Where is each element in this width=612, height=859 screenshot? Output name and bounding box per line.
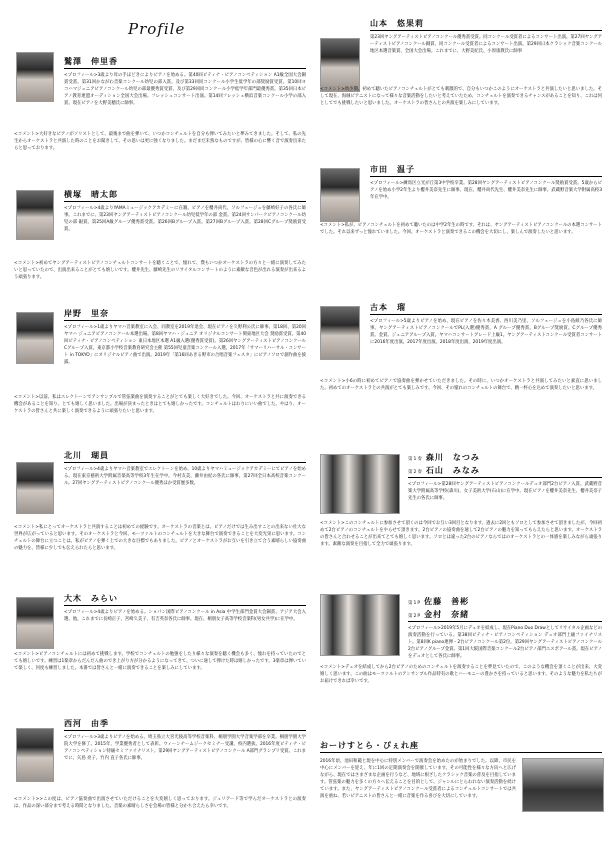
profile-text [408,625,602,660]
comment-text [320,378,602,392]
comment-body: <コメント>デュオを結成してから2台ピアノのためのコンチェルトを演奏することを夢見ていたので、このような機会を頂くことが出来、大変嬉しく思います。この曲はモーツァルトのアンサンブル作品特有の歌とハーモニーの豊かさを持っていると思います。そのような魅力を私たちがお届けできれば幸いです。 [320,665,602,684]
profile-name: 大木 みらい [64,594,118,603]
duo-row-2 [408,609,469,620]
comment-text [14,651,306,672]
profile-text [370,318,602,346]
comment-text [320,222,602,236]
profile-name: 北川 瑚員 [64,451,109,460]
name-underline [64,201,306,202]
comment-body: <コメント>以前、私はエレクトーンでアンサンブルで管弦楽曲を演奏することがとても楽しく大好きでした。今回、オーケストラと共に演奏できる機会があることを知り、とても嬉しく思いました。出場が決まったときはとても嬉しかったです。コンチェルトはわりにいい曲でした。やはり、オーケストラの皆さんと共に楽しく演奏できるように頑張りたいと思います。 [14,395,306,414]
comment-body: <コメント>大好きなピアノがソリストとして、最後まで曲を弾いて、いつかコンチェルトを自分も弾いてみたいと夢みてきました。そして、私の先生からオーケストラと共演した時のことをお聞きして、その思いは更に強くなりました。まだまだ未熟なものですが、皆様の心に響く音で演奏出来たらと思っております。 [14,132,306,151]
comment-body: <コメント>私にとってオーケストラと共演することは初めての経験です。オーケストラの音楽とは、ピアノだけでは生み出すことの出来ない壮大な世界が広がっていると思います。そのオーケストラと今回、モーツァルトのコンチェルトを大きな舞台で演奏できることを大変光栄に思います。コンチェルトの舞台に立つことは、私がピアノを弾く上での大きな目標でもありました。ピアノとオーケストラがお互いを引き立て合う素晴らしい協奏曲の魅力を、皆様に少しでも伝えられたらと思います。 [14,525,306,551]
profile-body: <プロフィール>3歳より母の手ほどきによりピアノを始める。第40回ピティナ・ピアノコンペティション A1級全国大会銅賞受賞。第31回かながわ音楽コンクール幼児の部入賞。及び第33回同コンクール小学生低学年の部奨励賞受賞。第10回ヨコハマジュニアピアノコンクール幼児の部最優秀賞受賞、及び第29回同コンクール小学低学年部門最優秀賞。第35回日本ピアノ教育連盟オーディション全国大会出場。フレッシュコンサート出演。第14回フレッシュ横浜音楽コンクール小学の部入賞。現在ピアノを大野美穂氏に師事。 [64,73,306,106]
profile-photo-kitagawa [16,462,54,514]
profile-name: 古本 瑠 [370,303,406,312]
profile-body: <プロフィール>練馬区立光が丘第3中学校卒業。第28回ヤングアーティストピアノコンクール奨励賞受賞。5歳からピアノを始め小学2年生より櫻井美奈先生に師事。現在、櫻井尚代先生、櫻井美奈先生に師事。武蔵野音楽大学附属高校3年在学中。 [370,181,602,200]
comment-body: <コメント>このコンチェルトに参加させて頂くのは今回でお互い3回目となります。過去に2回ともソロとして参加させて頂きましたが、今回初めて2台ピアノのコンチェルトをやらせて頂きます。2台ピアノの協奏曲を通して2台ピアノの魅力を知ってもらえたらと思います。オーケストラの皆さんと合わせることが出来てとても嬉しく思います。ソロとは違った2台のピアノならではのオーケストラとの一体感を楽しみながら頑張ります。素敵な演奏を目指して全力で頑張ります。 [320,521,602,547]
name-underline [64,462,306,463]
profile-photo-oki [16,597,54,649]
comment-text [14,796,306,810]
orchestra-text [320,758,516,800]
profile-photo-kishino [16,312,54,364]
duo-label: 第1P [408,601,422,606]
comment-text [320,664,602,685]
orchestra-body: 2016年頃、池田和範と現を中心に特別メンバーで演奏会を始めたのが始まりでした。以降、市民を中心にメンバーを迎え、年に1回の定期演奏会を開催しています。その可能性を様々な方向へと広げながら、現在ではさまざまな企画を行うなど、地域に根ざしたクラシック音楽の普及を目指しています。管弦楽の魅力を多くの方々へ伝えることを目的として、ジャンルにとらわれない演奏活動を続けています。また、ヤングアーティストピアノコンクール受賞者によるコンチェルトコンサートでは共演を重ね、若いピアニストの皆さんと一緒に音楽を作る喜びを大切にしています。 [320,759,516,799]
profile-text [370,34,602,55]
duo-label: 第2P [408,614,422,619]
profile-photo-washizawa [16,52,54,102]
comment-text [14,394,306,415]
comment-text [320,86,602,107]
duo-label: 第1奏 [408,457,423,462]
comment-body: <コメント>初めてヤングアーティストピアノコンチェルトコンサートを聴くことで、憧れて、僕もいつかオーケストラの方々と一緒に演奏してみたいと思っていたので、出演出来ることがとても嬉しいです。櫻井先生、藤崎先生のリサイタルコンサートのように素敵な音色が出れる演奏が出来るよう頑張ります。 [14,261,306,280]
profile-photo-ichida [320,168,360,222]
profile-text [64,609,306,623]
profile-name: 横塚 晴太郎 [64,190,118,199]
profile-text [64,205,306,233]
profile-body: <プロフィール>4歳よりYAMAミュージックアカデミーに在籍。ピアノを櫻井尚代、ソルフェージュを藤崎好子の各氏に師事。これまでに、第23回ヤングアーティストピアノコンクール幼児低学年の部 金賞。第24回サンパークピアノコンクール幼児の部 銀賞。第25回A級グループ優秀賞受賞。第26回Bグループ入賞。第27回Bグループ入賞。第28回Cグループ奨励賞受賞。 [64,206,306,232]
profile-text [64,72,306,107]
profile-photo-nishikawa [16,728,54,782]
duo-name: 森川 なつみ [425,453,480,462]
comment-body: <コメント>私が、ピアノコンチェルトを初めて聴いたのは中学2年生の時です。それは、ヤングアーティストピアノコンクールの本選コンサートでした。それ以来ずっと憧れていました。今回、オーケストラと演奏できるこの機会を大切にし、楽しんで演奏したいと思います。 [320,223,602,235]
name-underline [320,752,602,753]
profile-photo-yamamoto [320,38,360,92]
name-underline [64,730,306,731]
orchestra-photo [522,758,604,812]
name-underline [64,605,306,606]
comment-text [14,524,306,552]
profile-body: <プロフィール>5歳よりピアノを始め、現在ピアノを佐々木美香、西川美乃里、ソルフェージュを小島綾乃各氏に師事。ヤングアーティストピアノコンクールでPL(入選)優秀賞、A グループ優秀賞。Bグループ奨励賞。Cグループ優秀賞。金賞。ジュニアグループ入賞。ヤマハコンサートグレード上級1。ヤングアーティストコンクール受賞者コンサートに2016年度出演。2017年度出演。2018年度出演、2019年度出演。 [370,319,602,345]
name-underline [64,320,306,321]
name-underline [370,314,602,315]
name-underline [408,477,602,478]
comment-text [14,131,306,152]
comment-body: <コメント>小6の時に初めてピアノで協奏曲を弾かせていただきました。その時に、いつかオーケストラと共演してみたいと素直に思いました。初めてのオーケストラとの共演がとても楽しみです。今回、その憧れのコンチェルトの舞台で、精一杯心を込めて演奏したいと思います。 [320,379,602,391]
profile-name: 西河 由季 [64,719,109,728]
profile-body: <プロフィール>1歳よりヤマハ音楽教室に入会、同教室を2019年退会、現在ピアノを久野利公氏に師事。第18回、第20回ヤマハ ジュニアピアノコンクール本選出場。第8回ヤマハ・ジュニア オリジナルコンサート関東地区大会 奨励賞受賞。第40回ピティナ・ピアノコンペティション 東日本地区本選 A1級入選(優秀賞受賞)。第26回ヤングアーティストピアノコンクールCグループ入賞。東京都小学校音楽教育研究会主催 第55回児童音楽コンクール入選。2017年「サマーリハーサル・コンサート in TOKYO」にオリジナルピアノ曲で出演。2019年「第16回あきる野市の合唱音楽フェスタ」にピアノソロで創作曲を披露。 [64,325,306,365]
profile-body: 第23回ヤングアーティストピアノコンクール優秀賞受賞。同コンクール受賞者によるコンサート出演。第27回ヤングアーティストピアノコンクール銅賞、同コンクール受賞者によるコンサート出演。第29回日本クラシック音楽コンクール地区本選音楽賞、全国大会出場。これまでに、大野美紀氏、小原康教氏に師事 [370,35,602,54]
duo-label: 第2奏 [408,470,423,475]
duo-row-2 [408,465,480,476]
comment-text [14,260,306,281]
profile-photo-yokotsuka [16,190,54,240]
profile-name: 鷲澤 伸里香 [64,57,118,66]
profile-text [64,466,306,487]
duo-photo-morikawa-ishiyama [320,454,400,514]
duo-row-1 [408,596,469,607]
duo-name: 金村 奈緒 [424,610,470,619]
profile-name: 岸野 里奈 [64,309,109,318]
name-underline [370,176,602,177]
duo-name: 石山 みなみ [425,466,480,475]
duo-photo-sato-kanemura [320,594,400,656]
profile-text [64,324,306,366]
comment-body: <コメント>>この度は、ピアノ協奏曲で出演させていただけることを大変嬉しく思っております。ジュリアード等で学んだオーケストラとの演奏は、作品の深い部分まで考える時間となりました。音楽の素晴らしさを会場の皆様と分かち合えたら幸いです。 [14,797,306,809]
profile-body: <プロフィール>2019年5月にデュオを結成し、現在Piano Duo Drawとしてリサイタル企画などの演奏活動を行っている。第38回ピティナ・ピアノコンペティション デュオ部門上級ファイナリスト。第8回K piano連弾・2台ピアノコンクール第2位。第29回ヤングアーティストピアノコンクール2台ピアノグループ金賞。第1回大阪国際音楽コンクール2台ピアノ部門エスポアール賞。現在ピアノをデュオとして各氏に師事。 [408,626,602,659]
profile-body: <プロフィール>第28回ヤングアーティストピアノコンクールデュオ部門2台ピアノ入賞。武蔵野音楽大学附属高等学校(森川)、女子美術大学(石山)に在学中。現在ピアノを櫻井美奈先生、櫻井美奈子先生の各氏に師事。 [408,482,602,501]
duo-row-1 [408,452,480,463]
orchestra-title: おーけすとら・ぴぇれ座 [320,741,419,750]
profile-body: <プロフィール>4歳よりヤマハ音楽教室でエレクトーンを始め、10歳よりヤマハミュージックアカデミーにてピアノを始める。現在東京藝術大学附属音楽高等学校3年生在学中。今村友美、藤井由紀の各氏に師事。第27回全日本高校音楽コンクール。27回ヤングアーティストピアノコンクール優秀ほか受賞歴多数。 [64,467,306,486]
duo-name: 佐藤 善彬 [424,597,470,606]
name-underline [64,68,306,69]
profile-text [408,481,602,502]
name-underline [370,30,602,31]
comment-body: <コメント>ピアノコンチェルトには初めて挑戦します。学校でコンチェルトの勉強をしたり様々な演奏を聴く機会も多く、憧れを持っていたのでとても嬉しいです。練習は1楽章からだんだん曲のでき上がり方が分かるようになってきて、ついに通して弾けた時は嬉しかったです。3楽章は弾いていて楽しく、何度も練習しました。本番では皆さんと一緒に演奏できることを楽しみにしています。 [14,652,306,671]
profile-body: <プロフィール>3歳よりピアノを始める。埼玉県立大宮光陵高等学校音楽科、桐朋学園大学音楽学部を卒業。桐朋学園大学院大学を修了。2015年、学業優秀者として表彰。ウィーンナームジークセミナー受講、校内選抜。2016年度ピティナ・ピアノコンペティション特級セミファイナリスト。第29回ヤングアーティストピアノコンクール A部門グランプリ受賞。これまでに、矢島 亮子、竹内 直子各氏に師事。 [64,735,306,761]
profile-text [370,180,602,201]
profile-photo-furumoto [320,306,360,360]
page-title: Profile [128,20,186,38]
profile-body: <プロフィール>4歳よりピアノを始める。ショパン国際ピアノコンクール in Asia 中学生部門金賞大会銅賞、アジア大会入選。他、これまでに長崎正子、宮崎久美子、有吉英奈各氏に師事。現在、桐朋女子高等学校音楽科(男女共学)に在学中。 [64,610,306,622]
profile-name: 山本 悠果莉 [370,19,424,28]
profile-name: 市田 温子 [370,165,415,174]
profile-text [64,734,306,762]
name-underline [408,621,602,622]
comment-text [320,520,602,548]
comment-body: <コメント>幼少期、初めて聴いたピアノコンチェルトがとても刺激的で、自分もいつかこのようにオーケストラと共演したいと思いました。そして現在、海賊ピアニストになって様々な音楽活動をしたいと考えていたため、コンチェルトを演奏できるチャンスがあることを知り、これは何としてでも挑戦したいと思いました。オーケストラの皆さんとの共演を楽しみにしています。 [320,87,602,106]
